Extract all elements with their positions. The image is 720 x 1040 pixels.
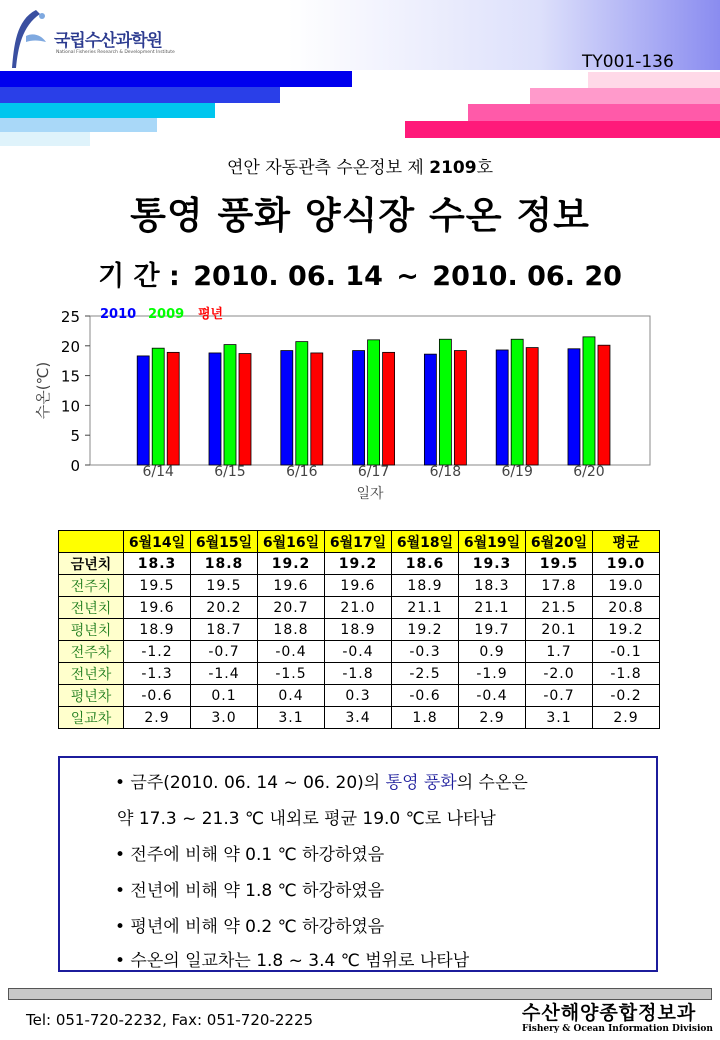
table-cell: -1.9 (459, 663, 526, 685)
table-row-label: 전주차 (59, 641, 124, 663)
table-row-label: 전년차 (59, 663, 124, 685)
contact-numbers: Tel: 051-720-2232, Fax: 051-720-2225 (26, 1011, 314, 1029)
decor-bar-blue (0, 71, 352, 87)
table-cell: 19.6 (258, 575, 325, 597)
decor-bar-magenta (405, 121, 720, 138)
table-row (59, 553, 660, 575)
y-tick-label: 20 (60, 337, 80, 356)
table-cell: 19.3 (459, 553, 526, 575)
table-cell: 19.2 (325, 553, 392, 575)
y-tick-label: 10 (60, 397, 80, 416)
table-cell: 3.4 (325, 707, 392, 729)
period-separator: ~ (396, 261, 419, 292)
temperature-table (58, 530, 660, 729)
table-cell: -2.5 (392, 663, 459, 685)
table-cell: 21.1 (392, 597, 459, 619)
x-tick-label: 6/14 (142, 464, 174, 480)
legend-entry-2010: 2010 (100, 307, 137, 322)
table-cell: 3.0 (191, 707, 258, 729)
table-row (59, 597, 660, 619)
document-id: TY001-136 (582, 52, 674, 72)
period-end: 2010. 06. 20 (432, 261, 622, 292)
table-cell: 19.5 (124, 575, 191, 597)
bar-2010-6-14 (137, 356, 149, 465)
table-column-header: 6월20일 (526, 531, 593, 553)
table-cell: 21.5 (526, 597, 593, 619)
decor-bar-mid-blue (0, 87, 280, 103)
bar-2009-6-18 (439, 339, 451, 465)
x-tick-label: 6/15 (214, 464, 246, 480)
table-row (59, 641, 660, 663)
table-cell: -0.6 (392, 685, 459, 707)
institute-logo (6, 6, 206, 70)
table-cell: 18.7 (191, 619, 258, 641)
table-cell: 21.0 (325, 597, 392, 619)
table-corner-cell (59, 531, 124, 553)
table-row-label: 전년치 (59, 597, 124, 619)
institute-name: 국립수산과학원 (54, 31, 162, 51)
bar-2009-6-14 (152, 348, 164, 465)
bulletin-number: 2109 (429, 158, 477, 178)
table-cell: 18.9 (392, 575, 459, 597)
table-cell: 17.8 (526, 575, 593, 597)
y-tick-label: 15 (60, 367, 80, 386)
table-cell: 19.0 (593, 553, 660, 575)
table-row-label: 일교차 (59, 707, 124, 729)
table-row (59, 685, 660, 707)
table-cell: 20.2 (191, 597, 258, 619)
bar-2010-6-15 (209, 353, 221, 465)
table-cell: 3.1 (258, 707, 325, 729)
x-tick-label: 6/20 (573, 464, 605, 480)
table-cell: 19.2 (258, 553, 325, 575)
table-column-header: 6월18일 (392, 531, 459, 553)
table-cell: -0.7 (526, 685, 593, 707)
table-cell: 0.9 (459, 641, 526, 663)
y-tick-label: 25 (60, 308, 80, 326)
table-cell: 0.3 (325, 685, 392, 707)
table-cell: 19.2 (392, 619, 459, 641)
summary-box (58, 756, 658, 972)
bar-2010-6-20 (568, 349, 580, 465)
period-label: 기 간 : (98, 261, 180, 292)
summary-line-3: • 전주에 비해 약 0.1 ℃ 하강하였음 (115, 845, 385, 865)
bar-평년-6-16 (311, 353, 323, 465)
table-cell: -1.5 (258, 663, 325, 685)
bar-평년-6-20 (598, 345, 610, 465)
bar-평년-6-15 (239, 354, 251, 465)
bar-평년-6-19 (526, 348, 538, 465)
summary-line-1-end: 의 수온은 (456, 773, 528, 793)
table-cell: 19.2 (593, 619, 660, 641)
table-cell: 1.7 (526, 641, 593, 663)
table-cell: 18.8 (191, 553, 258, 575)
table-cell: 20.1 (526, 619, 593, 641)
page-title: 통영 풍화 양식장 수온 정보 (130, 194, 590, 237)
bar-2010-6-17 (353, 351, 365, 465)
table-column-header: 6월15일 (191, 531, 258, 553)
bar-2010-6-19 (496, 350, 508, 465)
decor-bar-pale-pink (588, 72, 720, 88)
table-cell: 2.9 (593, 707, 660, 729)
table-cell: 19.6 (124, 597, 191, 619)
table-cell: -0.2 (593, 685, 660, 707)
period (0, 254, 720, 293)
table-cell: 18.3 (459, 575, 526, 597)
table-column-header: 6월19일 (459, 531, 526, 553)
x-tick-label: 6/17 (357, 464, 390, 480)
x-tick-label: 6/18 (429, 464, 462, 480)
table-cell: -2.0 (526, 663, 593, 685)
period-start: 2010. 06. 14 (193, 261, 383, 292)
bar-2009-6-17 (368, 340, 380, 465)
table-row-label: 평년치 (59, 619, 124, 641)
y-tick-label: 0 (70, 457, 80, 475)
division-english-name: Fishery & Ocean Information Division (522, 1024, 713, 1034)
bar-평년-6-14 (167, 352, 179, 465)
decor-bar-very-light-cyan (0, 132, 90, 146)
table-row-label: 평년차 (59, 685, 124, 707)
summary-place: 통영 풍화 (385, 773, 457, 793)
legend-entry-평년: 평년 (198, 307, 224, 322)
fish-logo-icon (6, 6, 54, 70)
bar-2009-6-16 (296, 342, 308, 465)
institute-english-name: National Fisheries Research & Development Institute (56, 50, 175, 55)
table-cell: 18.9 (124, 619, 191, 641)
decor-bar-light-pink (530, 88, 720, 104)
table-cell: -0.4 (459, 685, 526, 707)
bar-2009-6-20 (583, 337, 595, 465)
x-tick-label: 6/19 (501, 464, 533, 480)
table-cell: -0.6 (124, 685, 191, 707)
table-cell: 18.6 (392, 553, 459, 575)
decor-bar-cyan (0, 103, 215, 118)
bar-평년-6-18 (454, 351, 466, 465)
table-cell: 18.3 (124, 553, 191, 575)
table-cell: -1.8 (325, 663, 392, 685)
summary-line-1 (115, 768, 528, 793)
y-tick-label: 5 (70, 427, 80, 446)
table-cell: -1.2 (124, 641, 191, 663)
table-cell: 3.1 (526, 707, 593, 729)
bar-평년-6-17 (383, 352, 395, 465)
legend-entry-2009: 2009 (148, 307, 185, 322)
table-cell: 18.9 (325, 619, 392, 641)
table-cell: 2.9 (459, 707, 526, 729)
summary-line-6: • 수온의 일교차는 1.8 ~ 3.4 ℃ 범위로 나타남 (115, 951, 470, 971)
table-row (59, 575, 660, 597)
bar-2010-6-16 (281, 351, 293, 465)
table-cell: 0.1 (191, 685, 258, 707)
table-cell: 19.5 (191, 575, 258, 597)
table-row-label: 전주치 (59, 575, 124, 597)
table-cell: 2.9 (124, 707, 191, 729)
table-cell: 19.6 (325, 575, 392, 597)
table-cell: -1.3 (124, 663, 191, 685)
water-temperature-bar-chart (20, 300, 670, 500)
bar-2010-6-18 (424, 354, 436, 465)
table-cell: 1.8 (392, 707, 459, 729)
table-cell: 20.8 (593, 597, 660, 619)
table-cell: -0.3 (392, 641, 459, 663)
bar-2009-6-15 (224, 345, 236, 465)
table-cell: -0.4 (258, 641, 325, 663)
table-column-header: 6월17일 (325, 531, 392, 553)
decor-bar-pink (468, 104, 720, 121)
table-column-header: 6월16일 (258, 531, 325, 553)
table-cell: 21.1 (459, 597, 526, 619)
x-tick-label: 6/16 (286, 464, 318, 480)
table-cell: 0.4 (258, 685, 325, 707)
table-row (59, 619, 660, 641)
bulletin-subtitle (0, 153, 720, 178)
table-cell: -0.7 (191, 641, 258, 663)
summary-line-5: • 평년에 비해 약 0.2 ℃ 하강하였음 (115, 917, 385, 937)
table-cell: 18.8 (258, 619, 325, 641)
table-cell: 19.0 (593, 575, 660, 597)
table-column-header: 평균 (593, 531, 660, 553)
bar-2009-6-19 (511, 339, 523, 465)
table-row (59, 707, 660, 729)
table-cell: 19.5 (526, 553, 593, 575)
subtitle-suffix: 호 (476, 158, 494, 178)
table-cell: -0.4 (325, 641, 392, 663)
summary-line-4: • 전년에 비해 약 1.8 ℃ 하강하였음 (115, 881, 385, 901)
y-axis-label: 수온(℃) (34, 361, 52, 420)
summary-line-1-start: • 금주(2010. 06. 14 ~ 06. 20)의 (115, 773, 386, 793)
table-row-label: 금년치 (59, 553, 124, 575)
table-cell: 19.7 (459, 619, 526, 641)
table-cell: 20.7 (258, 597, 325, 619)
table-cell: -1.4 (191, 663, 258, 685)
table-cell: -1.8 (593, 663, 660, 685)
decor-bar-light-cyan (0, 118, 157, 132)
table-column-header: 6월14일 (124, 531, 191, 553)
division-name: 수산해양종합정보과 (522, 1002, 697, 1024)
summary-line-2: 약 17.3 ~ 21.3 ℃ 내외로 평균 19.0 ℃로 나타남 (117, 809, 496, 829)
table-cell: -0.1 (593, 641, 660, 663)
x-axis-label: 일자 (356, 486, 384, 500)
table-row (59, 663, 660, 685)
subtitle-prefix: 연안 자동관측 수온정보 제 (226, 158, 430, 178)
